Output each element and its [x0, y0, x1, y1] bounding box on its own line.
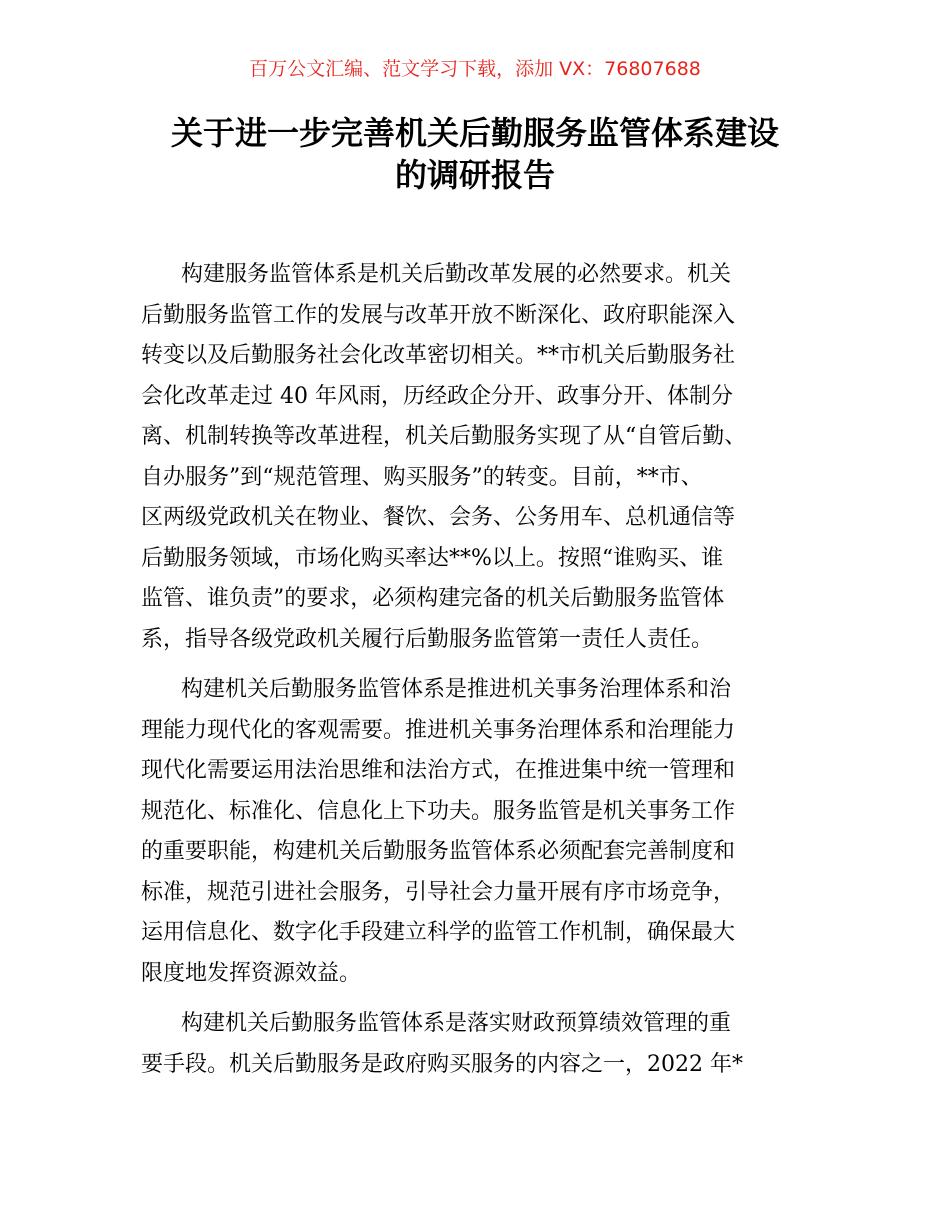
paragraph-3	[141, 1004, 821, 1085]
text-line: 转变以及后勤服务社会化改革密切相关。**市机关后勤服务社	[141, 343, 736, 368]
text-line: 自办服务”到“规范管理、购买服务”的转变。目前，**市、	[141, 464, 703, 490]
text-line: 区两级党政机关在物业、餐饮、会务、公务用车、总机通信等	[141, 505, 736, 530]
paragraph-1	[141, 255, 821, 660]
text-line: 会化改革走过 40 年风雨，历经政企分开、政事分开、体制分	[141, 383, 733, 409]
text-line: 限度地发挥资源效益。	[141, 960, 362, 986]
text-line: 构建机关后勤服务监管体系是落实财政预算绩效管理的重	[181, 1011, 732, 1036]
document-title	[0, 112, 950, 196]
text-line: 离、机制转换等改革进程，机关后勤服务实现了从“自管后勤、	[141, 424, 747, 449]
text-line: 理能力现代化的客观需要。推进机关事务治理体系和治理能力	[141, 717, 736, 743]
text-line: 现代化需要运用法治思维和法治方式，在推进集中统一管理和	[141, 758, 736, 783]
header-advert: 百万公文汇编、范文学习下载，添加 VX：76807688	[249, 58, 701, 80]
text-line: 监管、谁负责”的要求，必须构建完备的机关后勤服务监管体	[141, 586, 725, 611]
text-line: 运用信息化、数字化手段建立科学的监管工作机制，确保最大	[141, 920, 736, 945]
document-body	[141, 255, 821, 1095]
title-line-2: 的调研报告	[394, 156, 555, 194]
text-line: 要手段。机关后勤服务是政府购买服务的内容之一，2022 年*	[141, 1051, 743, 1077]
title-line-1: 关于进一步完善机关后勤服务监管体系建设	[170, 114, 779, 152]
text-line: 后勤服务监管工作的发展与改革开放不断深化、政府职能深入	[141, 302, 736, 328]
text-line: 构建机关后勤服务监管体系是推进机关事务治理体系和治	[181, 677, 732, 702]
text-line: 的重要职能，构建机关后勤服务监管体系必须配套完善制度和	[141, 839, 736, 864]
text-line: 规范化、标准化、信息化上下功夫。服务监管是机关事务工作	[141, 798, 736, 824]
text-line: 构建服务监管体系是机关后勤改革发展的必然要求。机关	[181, 262, 732, 287]
text-line: 标准，规范引进社会服务，引导社会力量开展有序市场竞争，	[141, 879, 736, 905]
text-line: 系，指导各级党政机关履行后勤服务监管第一责任人责任。	[141, 626, 714, 652]
paragraph-2	[141, 670, 821, 994]
text-line: 后勤服务领域，市场化购买率达**%以上。按照“谁购买、谁	[141, 545, 724, 571]
